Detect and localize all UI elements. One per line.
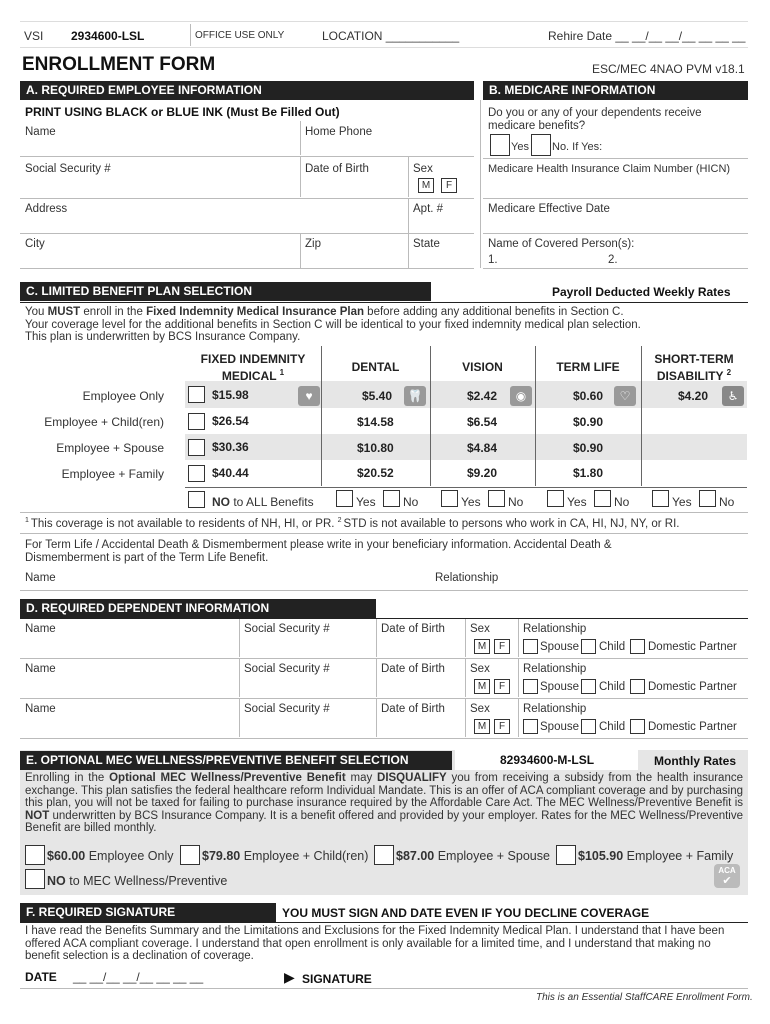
dependent-sex-label: Sex: [470, 703, 490, 715]
child-label: Child: [599, 721, 626, 733]
dependent-sex-m[interactable]: M: [474, 639, 490, 654]
employee-sex-label: Sex: [413, 163, 433, 175]
child-checkbox[interactable]: [581, 719, 596, 734]
medicare-question: Do you or any of your dependents receive medicare benefits?: [488, 107, 702, 132]
signature-statement: I have read the Benefits Summary and the Limitations and Exclusions for the Fixed Indemnity Medical Plan. I understand that I have been offered ACA compliant coverage. I understand that open enrollment is only available for a limited time, and I understand that making no benefit selection is a declination of coverage.: [25, 925, 725, 962]
dental-price: $20.52: [357, 466, 394, 480]
location-field[interactable]: LOCATION ___________: [322, 29, 460, 43]
rehire-date-field[interactable]: Rehire Date __ __/__ __/__ __ __ __: [548, 29, 746, 43]
signature-field[interactable]: SIGNATURE: [302, 972, 372, 986]
dental-yes-label: Yes: [356, 495, 376, 509]
covered-person-1-field[interactable]: 1.: [488, 254, 498, 266]
mec-employee-spouse-checkbox[interactable]: [374, 845, 394, 865]
term-price: $0.60: [573, 389, 604, 403]
employee-dob-field[interactable]: Date of Birth: [305, 163, 369, 175]
section-c-intro: You MUST enroll in the Fixed Indemnity Medical Insurance Plan before adding any additional benefits in Section C. Your coverage level for the additional benefits in Section C will be identical to your fixed indemnity medical plan selection. This plan is underwritten by BCS Insurance Company.: [25, 306, 641, 343]
medicare-yes-checkbox[interactable]: [490, 134, 510, 156]
row-label-employee-children: Employee + Child(ren): [44, 415, 164, 429]
dependent-ssn-field[interactable]: Social Security #: [244, 623, 330, 635]
fixed-employee-family-checkbox[interactable]: [188, 465, 205, 482]
dependent-name-field[interactable]: Name: [25, 703, 56, 715]
dependent-sex-f[interactable]: F: [494, 639, 510, 654]
std-yes-label: Yes: [672, 495, 692, 509]
dental-price: $10.80: [357, 441, 394, 455]
term-no-checkbox[interactable]: [594, 490, 611, 507]
monthly-rates-title: Monthly Rates: [654, 754, 737, 768]
spouse-checkbox[interactable]: [523, 679, 538, 694]
dependent-sex-m[interactable]: M: [474, 679, 490, 694]
dependent-ssn-field[interactable]: Social Security #: [244, 663, 330, 675]
fixed-price: $40.44: [212, 466, 249, 480]
spouse-label: Spouse: [540, 681, 580, 693]
section-f-header: F. REQUIRED SIGNATURE: [20, 903, 276, 922]
term-price: $0.90: [573, 441, 604, 455]
vsi-code: 2934600-LSL: [71, 29, 145, 43]
mec-employee-spouse-label: $87.00 Employee + Spouse: [396, 849, 550, 863]
row-label-employee-only: Employee Only: [82, 389, 164, 403]
dependent-relationship-label: Relationship: [523, 703, 587, 715]
fixed-price: $30.36: [212, 440, 249, 454]
tooth-icon: 🦷: [404, 386, 426, 406]
child-label: Child: [599, 681, 626, 693]
spouse-checkbox[interactable]: [523, 639, 538, 654]
domestic-partner-checkbox[interactable]: [630, 679, 645, 694]
domestic-partner-label: Domestic Partner: [648, 641, 737, 653]
mec-description: Enrolling in the Optional MEC Wellness/Preventive Benefit may DISQUALIFY you from receiving a subsidy from the health insurance exchange. This plan satisfies the federal healthcare reform Individual Mandate. This is an offer of ACA compliant coverage and by purchasing this plan, you will not be taxed for failing to purchase insurance required by the Affordable Care Act. The MEC Wellness/Preventive Benefit is NOT underwritten by BCS Insurance Company. It is a benefit offered and provided by your employer. Rates for the MEC Wellness/Preventive Benefit are billed monthly.: [25, 772, 743, 834]
spouse-label: Spouse: [540, 721, 580, 733]
weekly-rates-title: Payroll Deducted Weekly Rates: [552, 285, 731, 299]
domestic-partner-label: Domestic Partner: [648, 721, 737, 733]
home-phone-field[interactable]: Home Phone: [305, 126, 373, 138]
dependent-name-field[interactable]: Name: [25, 623, 56, 635]
eye-icon: ◉: [510, 386, 532, 406]
dependent-sex-label: Sex: [470, 623, 490, 635]
beneficiary-relationship-field[interactable]: Relationship: [435, 572, 499, 584]
mec-no-label: NO to MEC Wellness/Preventive: [47, 874, 228, 888]
fixed-employee-spouse-checkbox[interactable]: [188, 439, 205, 456]
dependent-name-field[interactable]: Name: [25, 663, 56, 675]
no-to-all-benefits-checkbox[interactable]: [188, 491, 205, 508]
dependent-sex-f[interactable]: F: [494, 679, 510, 694]
employee-name-field[interactable]: Name: [25, 126, 56, 138]
form-version: ESC/MEC 4NAO PVM v18.1: [592, 62, 745, 76]
spouse-label: Spouse: [540, 641, 580, 653]
apt-field[interactable]: Apt. #: [413, 203, 444, 215]
heartbeat-icon: ♡: [614, 386, 636, 406]
dependent-relationship-label: Relationship: [523, 663, 587, 675]
col-dental: DENTAL: [351, 360, 400, 374]
term-yes-label: Yes: [567, 495, 587, 509]
dental-price: $5.40: [362, 389, 393, 403]
city-field[interactable]: City: [25, 238, 45, 250]
vision-price: $9.20: [467, 466, 498, 480]
signature-arrow-icon: ▶: [284, 969, 295, 985]
employee-sex-f[interactable]: F: [441, 178, 457, 193]
mec-employee-children-label: $79.80 Employee + Child(ren): [202, 849, 369, 863]
section-d-header: D. REQUIRED DEPENDENT INFORMATION: [20, 599, 376, 618]
ink-instruction: PRINT USING BLACK or BLUE INK (Must Be Filled Out): [25, 105, 340, 119]
domestic-partner-checkbox[interactable]: [630, 719, 645, 734]
std-no-label: No: [719, 495, 735, 509]
term-no-label: No: [614, 495, 630, 509]
must-sign-notice: YOU MUST SIGN AND DATE EVEN IF YOU DECLINE COVERAGE: [282, 906, 650, 920]
col-fixed-indemnity: FIXED INDEMNITY MEDICAL $^1$: [200, 352, 306, 383]
mec-employee-children-checkbox[interactable]: [180, 845, 200, 865]
col-short-term-disability: SHORT-TERM DISABILITY $^2$: [654, 352, 734, 383]
std-price: $4.20: [678, 389, 709, 403]
row-label-employee-spouse: Employee + Spouse: [56, 441, 164, 455]
dental-no-label: No: [403, 495, 419, 509]
address-field[interactable]: Address: [25, 203, 68, 215]
fixed-employee-children-checkbox[interactable]: [188, 413, 205, 430]
std-no-checkbox[interactable]: [699, 490, 716, 507]
dependent-dob-field[interactable]: Date of Birth: [381, 623, 445, 635]
section-e-header: E. OPTIONAL MEC WELLNESS/PREVENTIVE BENEFIT SELECTION: [20, 751, 452, 770]
covered-person-2-field[interactable]: 2.: [608, 254, 618, 266]
child-checkbox[interactable]: [581, 639, 596, 654]
dental-price: $14.58: [357, 415, 394, 429]
wheelchair-icon: ♿: [722, 386, 744, 406]
vision-yes-checkbox[interactable]: [441, 490, 458, 507]
fixed-employee-only-checkbox[interactable]: [188, 386, 205, 403]
child-checkbox[interactable]: [581, 679, 596, 694]
medicare-no-label: No. If Yes:: [552, 141, 603, 153]
term-price: $1.80: [573, 466, 604, 480]
aca-badge-icon: ACA ✔: [714, 864, 740, 888]
mec-employee-only-checkbox[interactable]: [25, 845, 45, 865]
col-term-life: TERM LIFE: [556, 360, 620, 374]
footnotes: $^1$ This coverage is not available to residents of NH, HI, or PR. $^2$ STD is not available to persons who work in CA, HI, NJ, NY, or RI.: [25, 517, 680, 530]
state-field[interactable]: State: [413, 238, 440, 250]
dependent-sex-label: Sex: [470, 663, 490, 675]
row-label-employee-family: Employee + Family: [61, 467, 164, 481]
medicare-no-checkbox[interactable]: [531, 134, 551, 156]
mec-employee-family-label: $105.90 Employee + Family: [578, 849, 734, 863]
employee-ssn-field[interactable]: Social Security #: [25, 163, 111, 175]
covered-persons-label: Name of Covered Person(s):: [488, 238, 635, 250]
stethoscope-icon: ♥: [298, 386, 320, 406]
date-label: DATE: [25, 970, 57, 984]
fixed-price: $15.98: [212, 388, 249, 402]
dependent-ssn-field[interactable]: Social Security #: [244, 703, 330, 715]
child-label: Child: [599, 641, 626, 653]
page-title: ENROLLMENT FORM: [22, 54, 216, 75]
col-vision: VISION: [462, 360, 503, 374]
mec-code: 82934600-M-LSL: [500, 753, 595, 767]
section-c-header: C. LIMITED BENEFIT PLAN SELECTION: [20, 282, 431, 301]
mec-no-checkbox[interactable]: [25, 869, 45, 889]
mec-employee-family-checkbox[interactable]: [556, 845, 576, 865]
medicare-effective-date-field[interactable]: Medicare Effective Date: [488, 203, 610, 215]
dental-no-checkbox[interactable]: [383, 490, 400, 507]
std-yes-checkbox[interactable]: [652, 490, 669, 507]
beneficiary-name-field[interactable]: Name: [25, 572, 56, 584]
vision-no-checkbox[interactable]: [488, 490, 505, 507]
vision-price: $4.84: [467, 441, 498, 455]
hicn-field[interactable]: Medicare Health Insurance Claim Number (HICN): [488, 163, 731, 175]
term-life-note: For Term Life / Accidental Death & Dismemberment please write in your beneficiary information. Accidental Death & Dismemberment is part of the Term Life Benefit.: [25, 539, 612, 564]
section-a-header: A. REQUIRED EMPLOYEE INFORMATION: [20, 81, 474, 100]
term-yes-checkbox[interactable]: [547, 490, 564, 507]
mec-employee-only-label: $60.00 Employee Only: [47, 849, 174, 863]
office-use-label: OFFICE USE ONLY: [195, 30, 285, 41]
no-to-all-benefits-label: NO to ALL Benefits: [212, 495, 314, 509]
section-b-header: B. MEDICARE INFORMATION: [483, 81, 748, 100]
date-field[interactable]: __ __/__ __/__ __ __ __: [73, 970, 204, 984]
vision-price: $2.42: [467, 389, 498, 403]
dependent-dob-field[interactable]: Date of Birth: [381, 703, 445, 715]
vision-no-label: No: [508, 495, 524, 509]
fixed-price: $26.54: [212, 414, 249, 428]
domestic-partner-checkbox[interactable]: [630, 639, 645, 654]
vision-price: $6.54: [467, 415, 498, 429]
footer-note: This is an Essential StaffCARE Enrollment Form.: [536, 992, 753, 1003]
medicare-yes-label: Yes: [511, 141, 529, 153]
vsi-label: VSI: [24, 29, 44, 43]
dependent-relationship-label: Relationship: [523, 623, 587, 635]
spouse-checkbox[interactable]: [523, 719, 538, 734]
employee-sex-m[interactable]: M: [418, 178, 434, 193]
dependent-dob-field[interactable]: Date of Birth: [381, 663, 445, 675]
domestic-partner-label: Domestic Partner: [648, 681, 737, 693]
vision-yes-label: Yes: [461, 495, 481, 509]
dental-yes-checkbox[interactable]: [336, 490, 353, 507]
term-price: $0.90: [573, 415, 604, 429]
zip-field[interactable]: Zip: [305, 238, 321, 250]
dependent-sex-m[interactable]: M: [474, 719, 490, 734]
dependent-sex-f[interactable]: F: [494, 719, 510, 734]
